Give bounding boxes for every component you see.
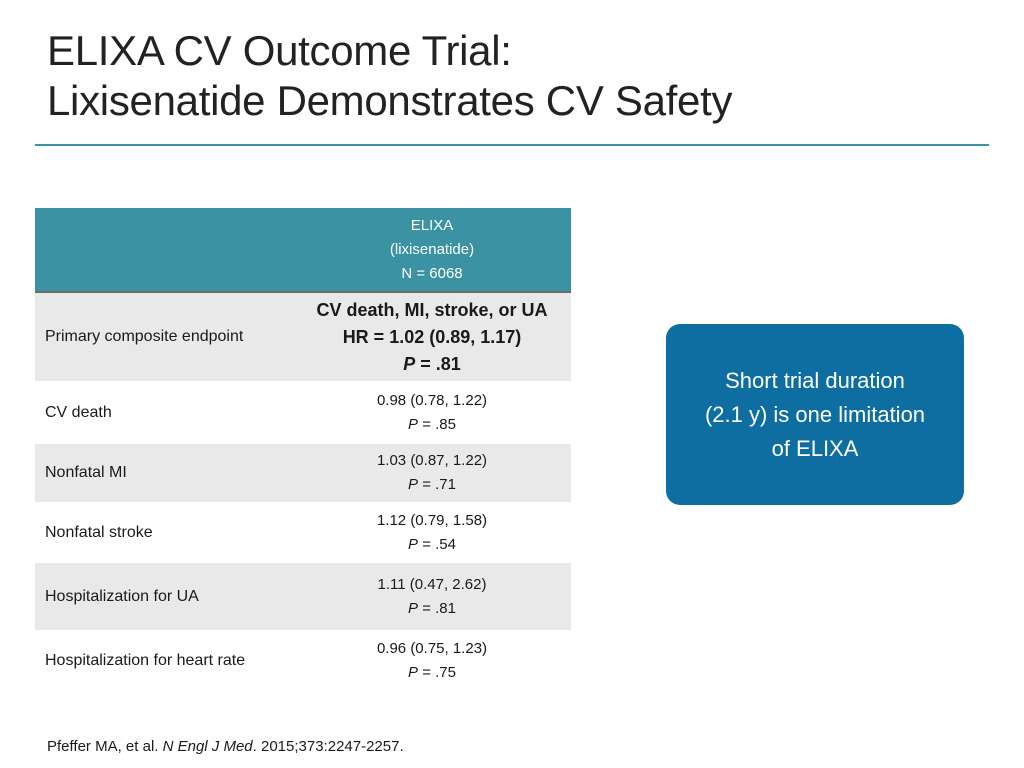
p-value-text: = .71 [418, 476, 456, 493]
row-values [293, 502, 571, 563]
p-letter: P [408, 415, 419, 433]
p-value-text: = .85 [418, 415, 456, 433]
primary-endpoint-definition: CV death, MI, stroke, or UA [316, 299, 548, 320]
p-value [293, 473, 571, 497]
table-row [35, 502, 571, 563]
p-value-text: = .54 [418, 535, 456, 553]
table-header-row [35, 208, 571, 292]
slide-title-line-1: ELIXA CV Outcome Trial: [47, 27, 512, 74]
slide-title-line-2: Lixisenatide Demonstrates CV Safety [47, 77, 733, 124]
header-trial-name: ELIXA [410, 216, 454, 234]
p-value-text: = .81 [418, 599, 456, 617]
slide-title [47, 26, 987, 126]
table-row [35, 563, 571, 630]
p-value-text: = .75 [418, 664, 456, 681]
p-letter: P [408, 476, 419, 493]
callout-line-2: (2.1 y) is one limitation [704, 401, 926, 427]
hazard-ratio: 1.12 (0.79, 1.58) [376, 511, 488, 529]
row-values [293, 630, 571, 692]
p-letter: P [408, 535, 419, 553]
header-drug-name: (lixisenatide) [389, 240, 475, 258]
row-label: Hospitalization for UA [45, 587, 199, 605]
callout-text [705, 364, 925, 466]
citation-details: . 2015;373:2247-2257. [252, 738, 404, 755]
row-values [293, 444, 571, 502]
p-value [293, 413, 571, 437]
hazard-ratio: 0.98 (0.78, 1.22) [376, 391, 488, 409]
citation-authors: Pfeffer MA, et al. [47, 738, 163, 755]
header-elixa-cell [293, 208, 571, 292]
p-value [293, 533, 571, 557]
table-row [35, 444, 571, 502]
p-letter: P [408, 664, 419, 681]
table-row-primary [35, 292, 571, 381]
p-value [293, 597, 571, 621]
title-divider [35, 144, 989, 146]
primary-hazard-ratio: HR = 1.02 (0.89, 1.17) [342, 326, 522, 347]
callout-line-3: of ELIXA [771, 435, 859, 461]
citation [47, 738, 404, 755]
row-label: Nonfatal stroke [45, 523, 153, 541]
row-label: Nonfatal MI [45, 464, 127, 481]
hazard-ratio: 1.03 (0.87, 1.22) [376, 452, 488, 469]
header-empty-cell [35, 208, 293, 292]
p-value-text: = .81 [415, 353, 461, 374]
row-label: Hospitalization for heart rate [45, 652, 246, 669]
row-values [293, 563, 571, 630]
citation-journal: N Engl J Med [162, 738, 253, 755]
p-letter: P [408, 599, 419, 617]
results-table [35, 208, 571, 692]
hazard-ratio: 1.11 (0.47, 2.62) [377, 575, 487, 593]
row-values [293, 381, 571, 444]
hazard-ratio: 0.96 (0.75, 1.23) [376, 640, 488, 657]
table-row [35, 381, 571, 444]
p-value [293, 661, 571, 685]
limitation-callout [666, 324, 964, 505]
primary-p-value [293, 351, 571, 378]
row-label: Primary composite endpoint [45, 328, 244, 345]
p-letter: P [403, 353, 416, 374]
callout-line-1: Short trial duration [725, 367, 905, 393]
primary-endpoint-values [293, 292, 571, 381]
table-row [35, 630, 571, 692]
row-label: CV death [45, 403, 112, 421]
header-sample-size: N = 6068 [401, 264, 463, 282]
